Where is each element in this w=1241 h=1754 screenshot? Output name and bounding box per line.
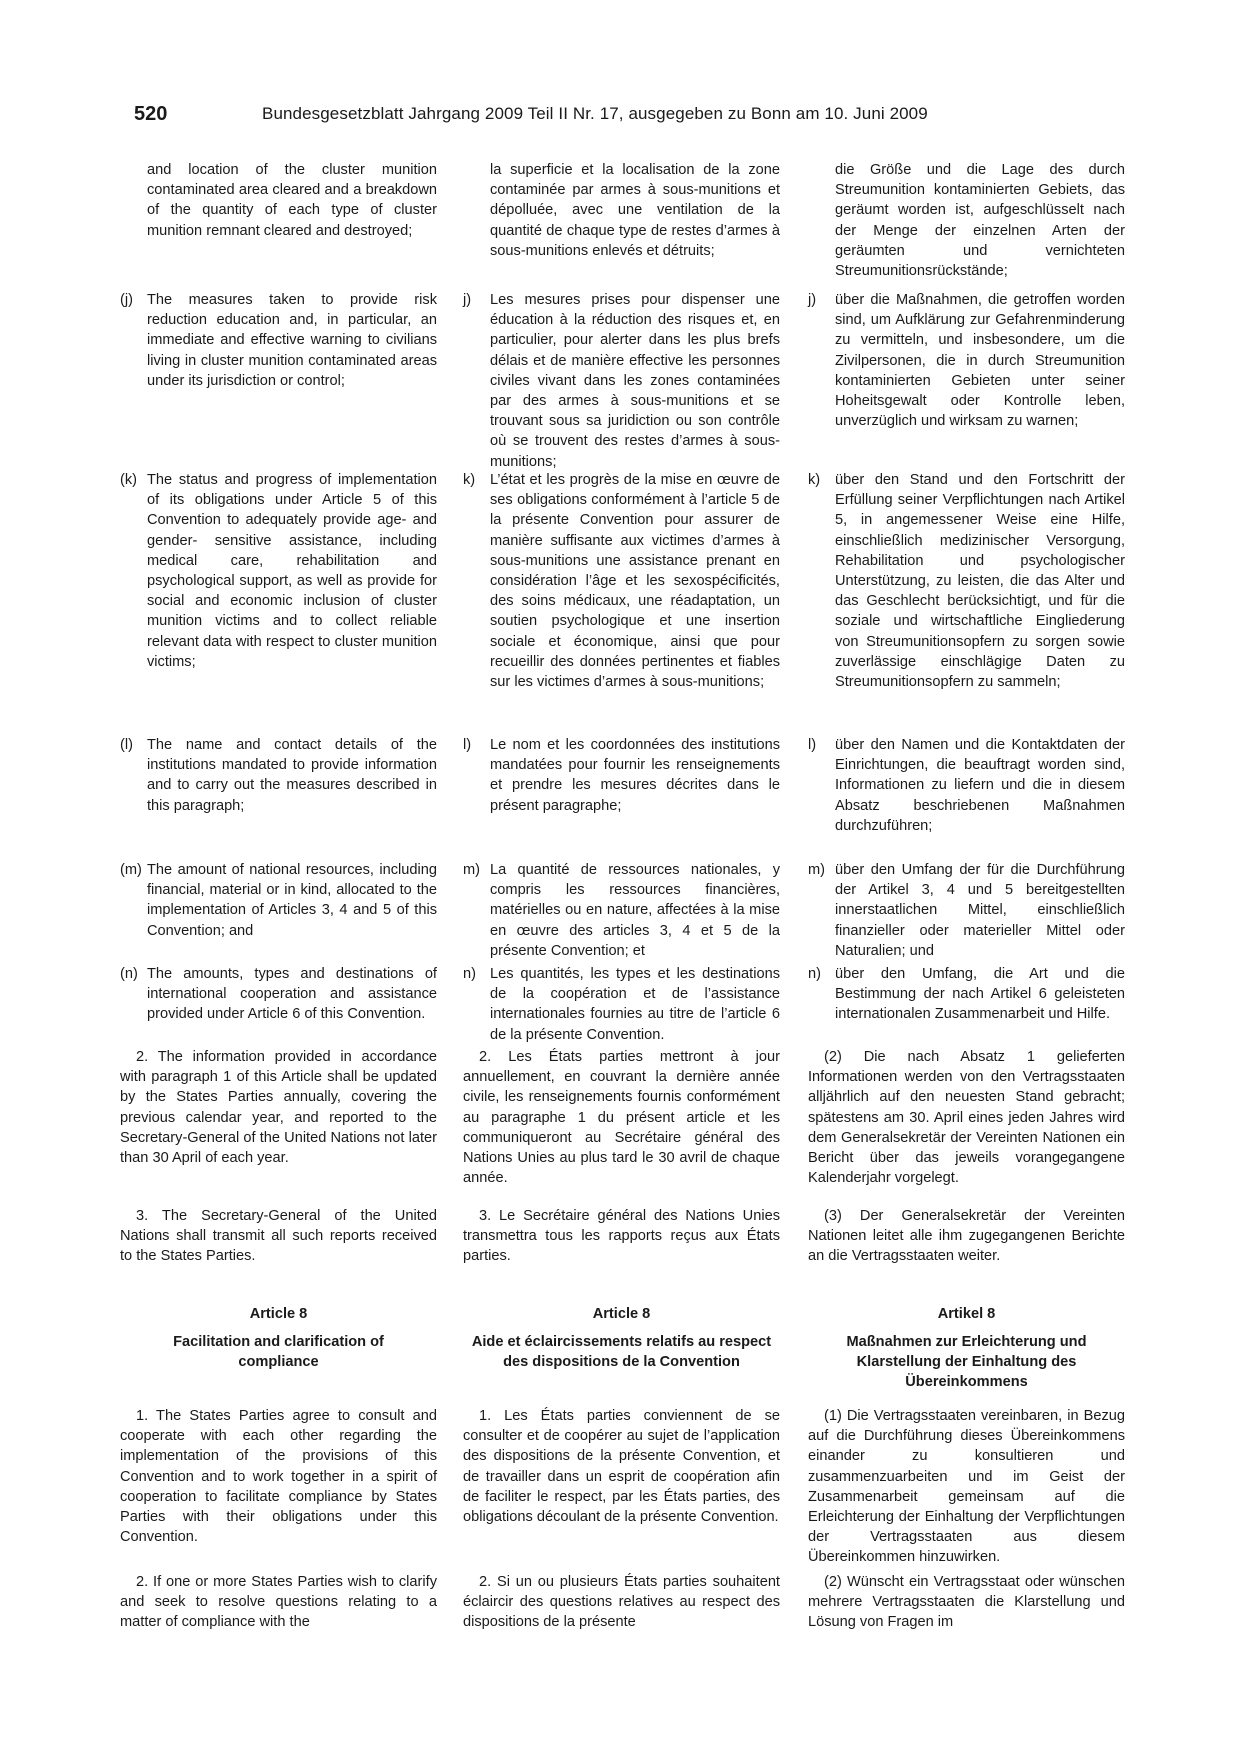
item-text: Les mesures prises pour dispenser une éducation à la réduction des risques et, en particulier, pour alerter dans les plus brefs délais et de manière effective les personnes civiles vivant dans les zones contaminées par des armes à sous-munitions et se trouvant sous sa juridiction ou son contrôle où se trouvent des restes d’armes à sous-munitions;	[490, 292, 780, 470]
article-title: Maßnahmen zur Erleichterung und Klarstellung der Einhaltung des Übereinkommens	[846, 1334, 1087, 1391]
article-paragraph-2: 2. If one or more States Parties wish to clarify and seek to resolve questions relating to a matter of compliance with the	[120, 1574, 437, 1631]
item-label: m)	[808, 862, 826, 878]
page-number: 520	[134, 103, 168, 125]
item-text: über den Umfang der für die Durchführung der Artikel 3, 4 und 5 bereitgestellten innerstaatlichen Mittel, einschließlich finanzieller oder materieller Mittel oder Naturalien; und	[835, 862, 1125, 959]
list-item-m	[808, 860, 1125, 961]
article-heading: Article 8	[592, 1306, 651, 1322]
list-item-n	[808, 964, 1125, 1025]
item-text: über den Stand und den Fortschritt der Erfüllung seiner Verpflichtungen nach Artikel 5, in angemessener Weise eine Hilfe, einschließlich medizinischer Versorgung, Rehabilitation und psychologischer Unterstützung, zu leisten, die das Alter und das Geschlecht berücksichtigt, und für die soziale und wirtschaftliche Eingliederung von Streumunitionsopfern zu sorgen sowie zuverlässige einschlägige Daten zu Streumunitionsopfern zu sammeln;	[835, 472, 1125, 691]
list-item-n	[463, 964, 780, 1045]
list-item-n	[120, 964, 437, 1025]
item-label: l)	[808, 737, 817, 753]
continued-text: and location of the cluster munition contaminated area cleared and a breakdown of the quantity of each type of cluster munition remnant cleared and destroyed;	[147, 162, 437, 239]
item-label: (j)	[120, 292, 133, 308]
article-title: Facilitation and clarification of compliance	[173, 1334, 384, 1371]
article-heading: Artikel 8	[937, 1306, 996, 1322]
list-item-j	[463, 290, 780, 472]
list-item-k	[463, 470, 780, 692]
item-label: k)	[808, 472, 821, 488]
article-paragraph-1: 1. Les États parties conviennent de se consulter et de coopérer au sujet de l’application des dispositions de la présente Convention, et de travailler dans un esprit de coopération afin de faciliter le respect, par les États parties, des obligations découlant de la présente Convention.	[463, 1408, 780, 1526]
item-text: über den Namen und die Kontaktdaten der Einrichtungen, die beauftragt worden sind, Informationen zu liefern und die in diesem Absatz beschriebenen Maßnahmen durchzuführen;	[835, 737, 1125, 834]
article-title: Aide et éclaircissements relatifs au respect des dispositions de la Convention	[471, 1334, 772, 1371]
list-item-k	[808, 470, 1125, 692]
paragraph-3: 3. Le Secrétaire général des Nations Unies transmettra tous les rapports reçus aux États parties.	[463, 1208, 780, 1265]
item-text: The amount of national resources, including financial, material or in kind, allocated to the implementation of Articles 3, 4 and 5 of this Convention; and	[147, 862, 437, 939]
item-label: k)	[463, 472, 476, 488]
item-text: La quantité de ressources nationales, y compris les ressources financières, matérielles ou en nature, affectées à la mise en œuvre des articles 3, 4 et 5 de la présente Convention; et	[490, 862, 780, 959]
item-text: L’état et les progrès de la mise en œuvre de ses obligations conformément à l’article 5 de la présente Convention pour assurer de manière suffisante aux victimes d’armes à sous-munitions une assistance prenant en considération l’âge et les sexospécificités, des soins médicaux, une réadaptation, un soutien psychologique et une insertion sociale et économique, ainsi que pour recueillir des données pertinentes et fiables sur les victimes d’armes à sous-munitions;	[490, 472, 780, 691]
item-label: n)	[808, 966, 821, 982]
item-text: The measures taken to provide risk reduction education and, in particular, an immediate and effective warning to civilians living in cluster munition contaminated areas under its jurisdiction or control;	[147, 292, 437, 389]
article-paragraph-1: (1) Die Vertragsstaaten vereinbaren, in Bezug auf die Durchführung dieses Übereinkommens einander zu konsultieren und zusammenzuarbeiten und im Geist der Zusammenarbeit gemeinsam auf die Erleichterung der Einhaltung der Verpflichtungen der Vertragsstaaten aus diesem Übereinkommen hinzuwirken.	[808, 1408, 1125, 1566]
item-label: (n)	[120, 966, 138, 982]
running-title: Bundesgesetzblatt Jahrgang 2009 Teil II Nr. 17, ausgegeben zu Bonn am 10. Juni 2009	[262, 104, 928, 123]
list-item-j	[808, 290, 1125, 431]
item-text: Le nom et les coordonnées des institutions mandatées pour fournir les renseignements et prendre les mesures décrites dans le présent paragraphe;	[490, 737, 780, 814]
paragraph-3: (3) Der Generalsekretär der Vereinten Nationen leitet alle ihm zugegangenen Berichte an die Vertragsstaaten weiter.	[808, 1208, 1125, 1265]
list-item-l	[808, 735, 1125, 836]
paragraph-2: (2) Die nach Absatz 1 gelieferten Informationen werden von den Vertragsstaaten alljährlich auf den neuesten Stand gebracht; spätestens am 30. April eines jeden Jahres wird dem Generalsekretär der Vereinten Nationen ein Bericht über das jeweils vorangegangene Kalenderjahr vorgelegt.	[808, 1049, 1125, 1187]
article-paragraph-2: 2. Si un ou plusieurs États parties souhaitent éclaircir des questions relatives au respect des dispositions de la présente	[463, 1574, 780, 1631]
item-text: Les quantités, les types et les destinations de la coopération et de l’assistance internationales fournies au titre de l’article 6 de la présente Convention.	[490, 966, 780, 1043]
item-text: The amounts, types and destinations of international cooperation and assistance provided under Article 6 of this Convention.	[147, 966, 437, 1023]
paragraph-2: 2. The information provided in accordance with paragraph 1 of this Article shall be updated by the States Parties annually, covering the previous calendar year, and reported to the Secretary-General of the United Nations not later than 30 April of each year.	[120, 1049, 437, 1167]
article-heading: Article 8	[249, 1306, 308, 1322]
article-paragraph-1: 1. The States Parties agree to consult and cooperate with each other regarding the implementation of the provisions of this Convention and to work together in a spirit of cooperation to facilitate compliance by States Parties with their obligations under this Convention.	[120, 1408, 437, 1546]
continued-text: la superficie et la localisation de la zone contaminée par armes à sous-munitions et dépolluée, avec une ventilation de la quantité de chaque type de restes d’armes à sous-munitions enlevés et détruits;	[490, 162, 780, 259]
list-item-k	[120, 470, 437, 672]
paragraph-2: 2. Les États parties mettront à jour annuellement, en couvrant la dernière année civile, les renseignements fournis conformément au paragraphe 1 du présent article et les communiqueront au Secrétaire général des Nations Unies au plus tard le 30 avril de chaque année.	[463, 1049, 780, 1187]
item-label: j)	[463, 292, 472, 308]
item-text: über den Umfang, die Art und die Bestimmung der nach Artikel 6 geleisteten internationalen Zusammenarbeit und Hilfe.	[835, 966, 1125, 1023]
item-text: über die Maßnahmen, die getroffen worden sind, um Aufklärung zur Gefahrenminderung zu vermitteln, und insbesondere, um die Zivilpersonen, die in durch Streumunition kontaminierten Gebieten unter seiner Hoheitsgewalt oder Kontrolle leben, unverzüglich und wirksam zu warnen;	[835, 292, 1125, 430]
item-text: The name and contact details of the institutions mandated to provide information and to carry out the measures described in this paragraph;	[147, 737, 437, 814]
item-label: m)	[463, 862, 481, 878]
continued-text: die Größe und die Lage des durch Streumunition kontaminierten Gebiets, das geräumt worden ist, aufgeschlüsselt nach der Menge der einzelnen Arten der geräumten und vernichteten Streumunitionsrückstände;	[835, 162, 1125, 280]
article-paragraph-2: (2) Wünscht ein Vertragsstaat oder wünschen mehrere Vertragsstaaten die Klarstellung und Lösung von Fragen im	[808, 1574, 1125, 1631]
page-header	[0, 103, 1241, 133]
item-label: j)	[808, 292, 817, 308]
list-item-j	[120, 290, 437, 391]
item-label: (m)	[120, 862, 142, 878]
paragraph-3: 3. The Secretary-General of the United Nations shall transmit all such reports received to the States Parties.	[120, 1208, 437, 1265]
list-item-l	[120, 735, 437, 816]
item-label: n)	[463, 966, 476, 982]
list-item-m	[463, 860, 780, 961]
item-label: (k)	[120, 472, 138, 488]
item-text: The status and progress of implementation of its obligations under Article 5 of this Convention to adequately provide age- and gender- sensitive assistance, including medical care, rehabilitation and psychological support, as well as provide for social and economic inclusion of cluster munition victims and to collect reliable relevant data with respect to cluster munition victims;	[147, 472, 437, 670]
list-item-m	[120, 860, 437, 941]
list-item-l	[463, 735, 780, 816]
item-label: (l)	[120, 737, 133, 753]
item-label: l)	[463, 737, 472, 753]
